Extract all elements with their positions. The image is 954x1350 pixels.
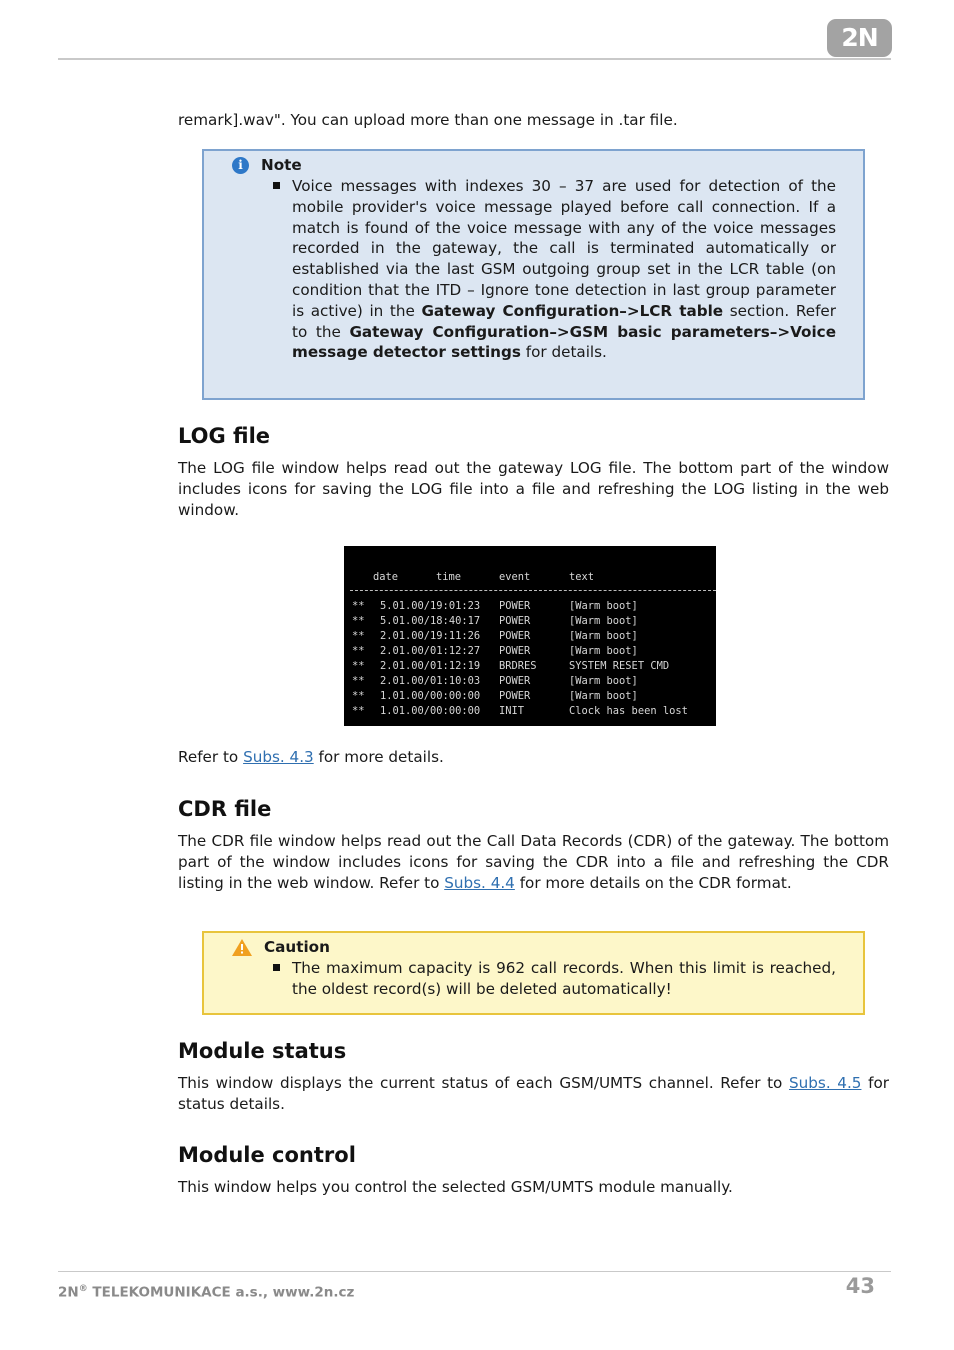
log-cell: 5.01.00/18:40:17	[380, 615, 481, 627]
module-control-description: This window helps you control the selected GSM/UMTS module manually.	[178, 1178, 733, 1196]
note-text: Voice messages with indexes 30 – 37 are used for detection of the mobile provider's voice message played before call connection. If a match is found of the voice message with any of the voice messages recorded in the gateway, the call is terminated automatically or established via the last GSM outgoing group set in the LCR table (on condition that the ITD – Ignore tone detection in last group parameter is active) in the Gateway Configuration–>LCR table section. Refer to the Gateway Configuration–>GSM basic parameters–>Voice message detector settings for details.	[292, 177, 837, 362]
log-column-header: text	[569, 571, 595, 583]
note-header	[232, 155, 302, 175]
note-bold-gsm: Gateway Configuration–>GSM basic parameters–>Voice message detector settings	[292, 322, 836, 362]
log-column-header: time	[436, 571, 462, 583]
subs-4-3-link[interactable]: Subs. 4.3	[243, 748, 314, 766]
log-cell: **	[352, 615, 365, 627]
log-cell: [Warm boot]	[569, 630, 638, 642]
log-cell: [Warm boot]	[569, 690, 638, 702]
log-cell: **	[352, 690, 365, 702]
footer-company: 2N® TELEKOMUNIKACE a.s., www.2n.cz	[58, 1284, 355, 1301]
module-status-section	[178, 1038, 889, 1115]
log-cell: **	[352, 660, 365, 672]
log-cell: POWER	[499, 675, 531, 687]
log-cell: INIT	[499, 705, 525, 717]
log-cell: 1.01.00/00:00:00	[380, 705, 481, 717]
subs-4-5-link[interactable]: Subs. 4.5	[789, 1074, 862, 1092]
footer-divider	[58, 1271, 891, 1272]
log-cell: 2.01.00/01:12:19	[380, 660, 481, 672]
log-cell: BRDRES	[499, 660, 537, 672]
log-refer: Refer to Subs. 4.3 for more details.	[178, 748, 444, 766]
subs-4-4-link[interactable]: Subs. 4.4	[444, 873, 515, 892]
log-section	[178, 423, 889, 520]
log-cell: **	[352, 705, 365, 717]
info-icon: i	[232, 157, 249, 174]
bullet-icon	[273, 964, 280, 971]
log-description: The LOG file window helps read out the gateway LOG file. The bottom part of the window includes icons for saving the LOG file into a file and refreshing the LOG listing in the web window.	[178, 459, 889, 519]
log-cell: **	[352, 600, 365, 612]
log-cell: [Warm boot]	[569, 600, 638, 612]
note-body	[292, 176, 836, 363]
log-cell: **	[352, 645, 365, 657]
intro-paragraph: remark].wav". You can upload more than one message in .tar file.	[178, 111, 678, 129]
log-listing-screenshot	[344, 546, 716, 726]
note-box	[202, 149, 865, 400]
log-cell: POWER	[499, 615, 531, 627]
log-column-header: event	[499, 571, 531, 583]
cdr-heading: CDR file	[178, 797, 272, 821]
log-cell: SYSTEM RESET CMD	[569, 660, 670, 672]
page-number: 43	[845, 1274, 875, 1298]
note-title: Note	[261, 156, 302, 174]
module-status-heading: Module status	[178, 1039, 347, 1063]
cdr-section	[178, 796, 889, 893]
caution-text: The maximum capacity is 962 call records. When this limit is reached, the oldest record(s) will be deleted automatically!	[292, 959, 836, 998]
note-bold-lcr: Gateway Configuration–>LCR table	[421, 301, 724, 320]
log-cell: [Warm boot]	[569, 645, 638, 657]
module-control-section	[178, 1142, 889, 1198]
log-cell: POWER	[499, 600, 531, 612]
header-divider	[58, 58, 891, 60]
log-cell: POWER	[499, 690, 531, 702]
log-cell: [Warm boot]	[569, 615, 638, 627]
log-cell: 2.01.00/01:12:27	[380, 645, 481, 657]
log-cell: **	[352, 675, 365, 687]
log-heading: LOG file	[178, 424, 271, 448]
log-cell: POWER	[499, 630, 531, 642]
log-cell: 5.01.00/19:01:23	[380, 600, 481, 612]
caution-body	[292, 958, 836, 1000]
log-header-separator	[350, 590, 716, 591]
caution-header	[232, 937, 330, 957]
bullet-icon	[273, 182, 280, 189]
module-control-heading: Module control	[178, 1143, 356, 1167]
warning-icon	[232, 939, 252, 956]
log-cell: POWER	[499, 645, 531, 657]
module-status-description: This window displays the current status of each GSM/UMTS channel. Refer to Subs. 4.5 for status details.	[178, 1074, 889, 1113]
log-column-header: date	[373, 571, 399, 583]
log-cell: [Warm boot]	[569, 675, 638, 687]
log-cell: Clock has been lost	[569, 705, 688, 717]
log-cell: 2.01.00/01:10:03	[380, 675, 481, 687]
log-cell: 2.01.00/19:11:26	[380, 630, 481, 642]
caution-box	[202, 931, 865, 1015]
cdr-description: The CDR file window helps read out the Call Data Records (CDR) of the gateway. The bottom part of the window includes icons for saving the CDR into a file and refreshing the CDR listing in the web window. Refer to Subs. 4.4 for more details on the CDR format.	[178, 832, 889, 892]
log-cell: **	[352, 630, 365, 642]
caution-title: Caution	[264, 938, 330, 956]
log-cell: 1.01.00/00:00:00	[380, 690, 481, 702]
brand-logo: 2N	[827, 19, 892, 57]
